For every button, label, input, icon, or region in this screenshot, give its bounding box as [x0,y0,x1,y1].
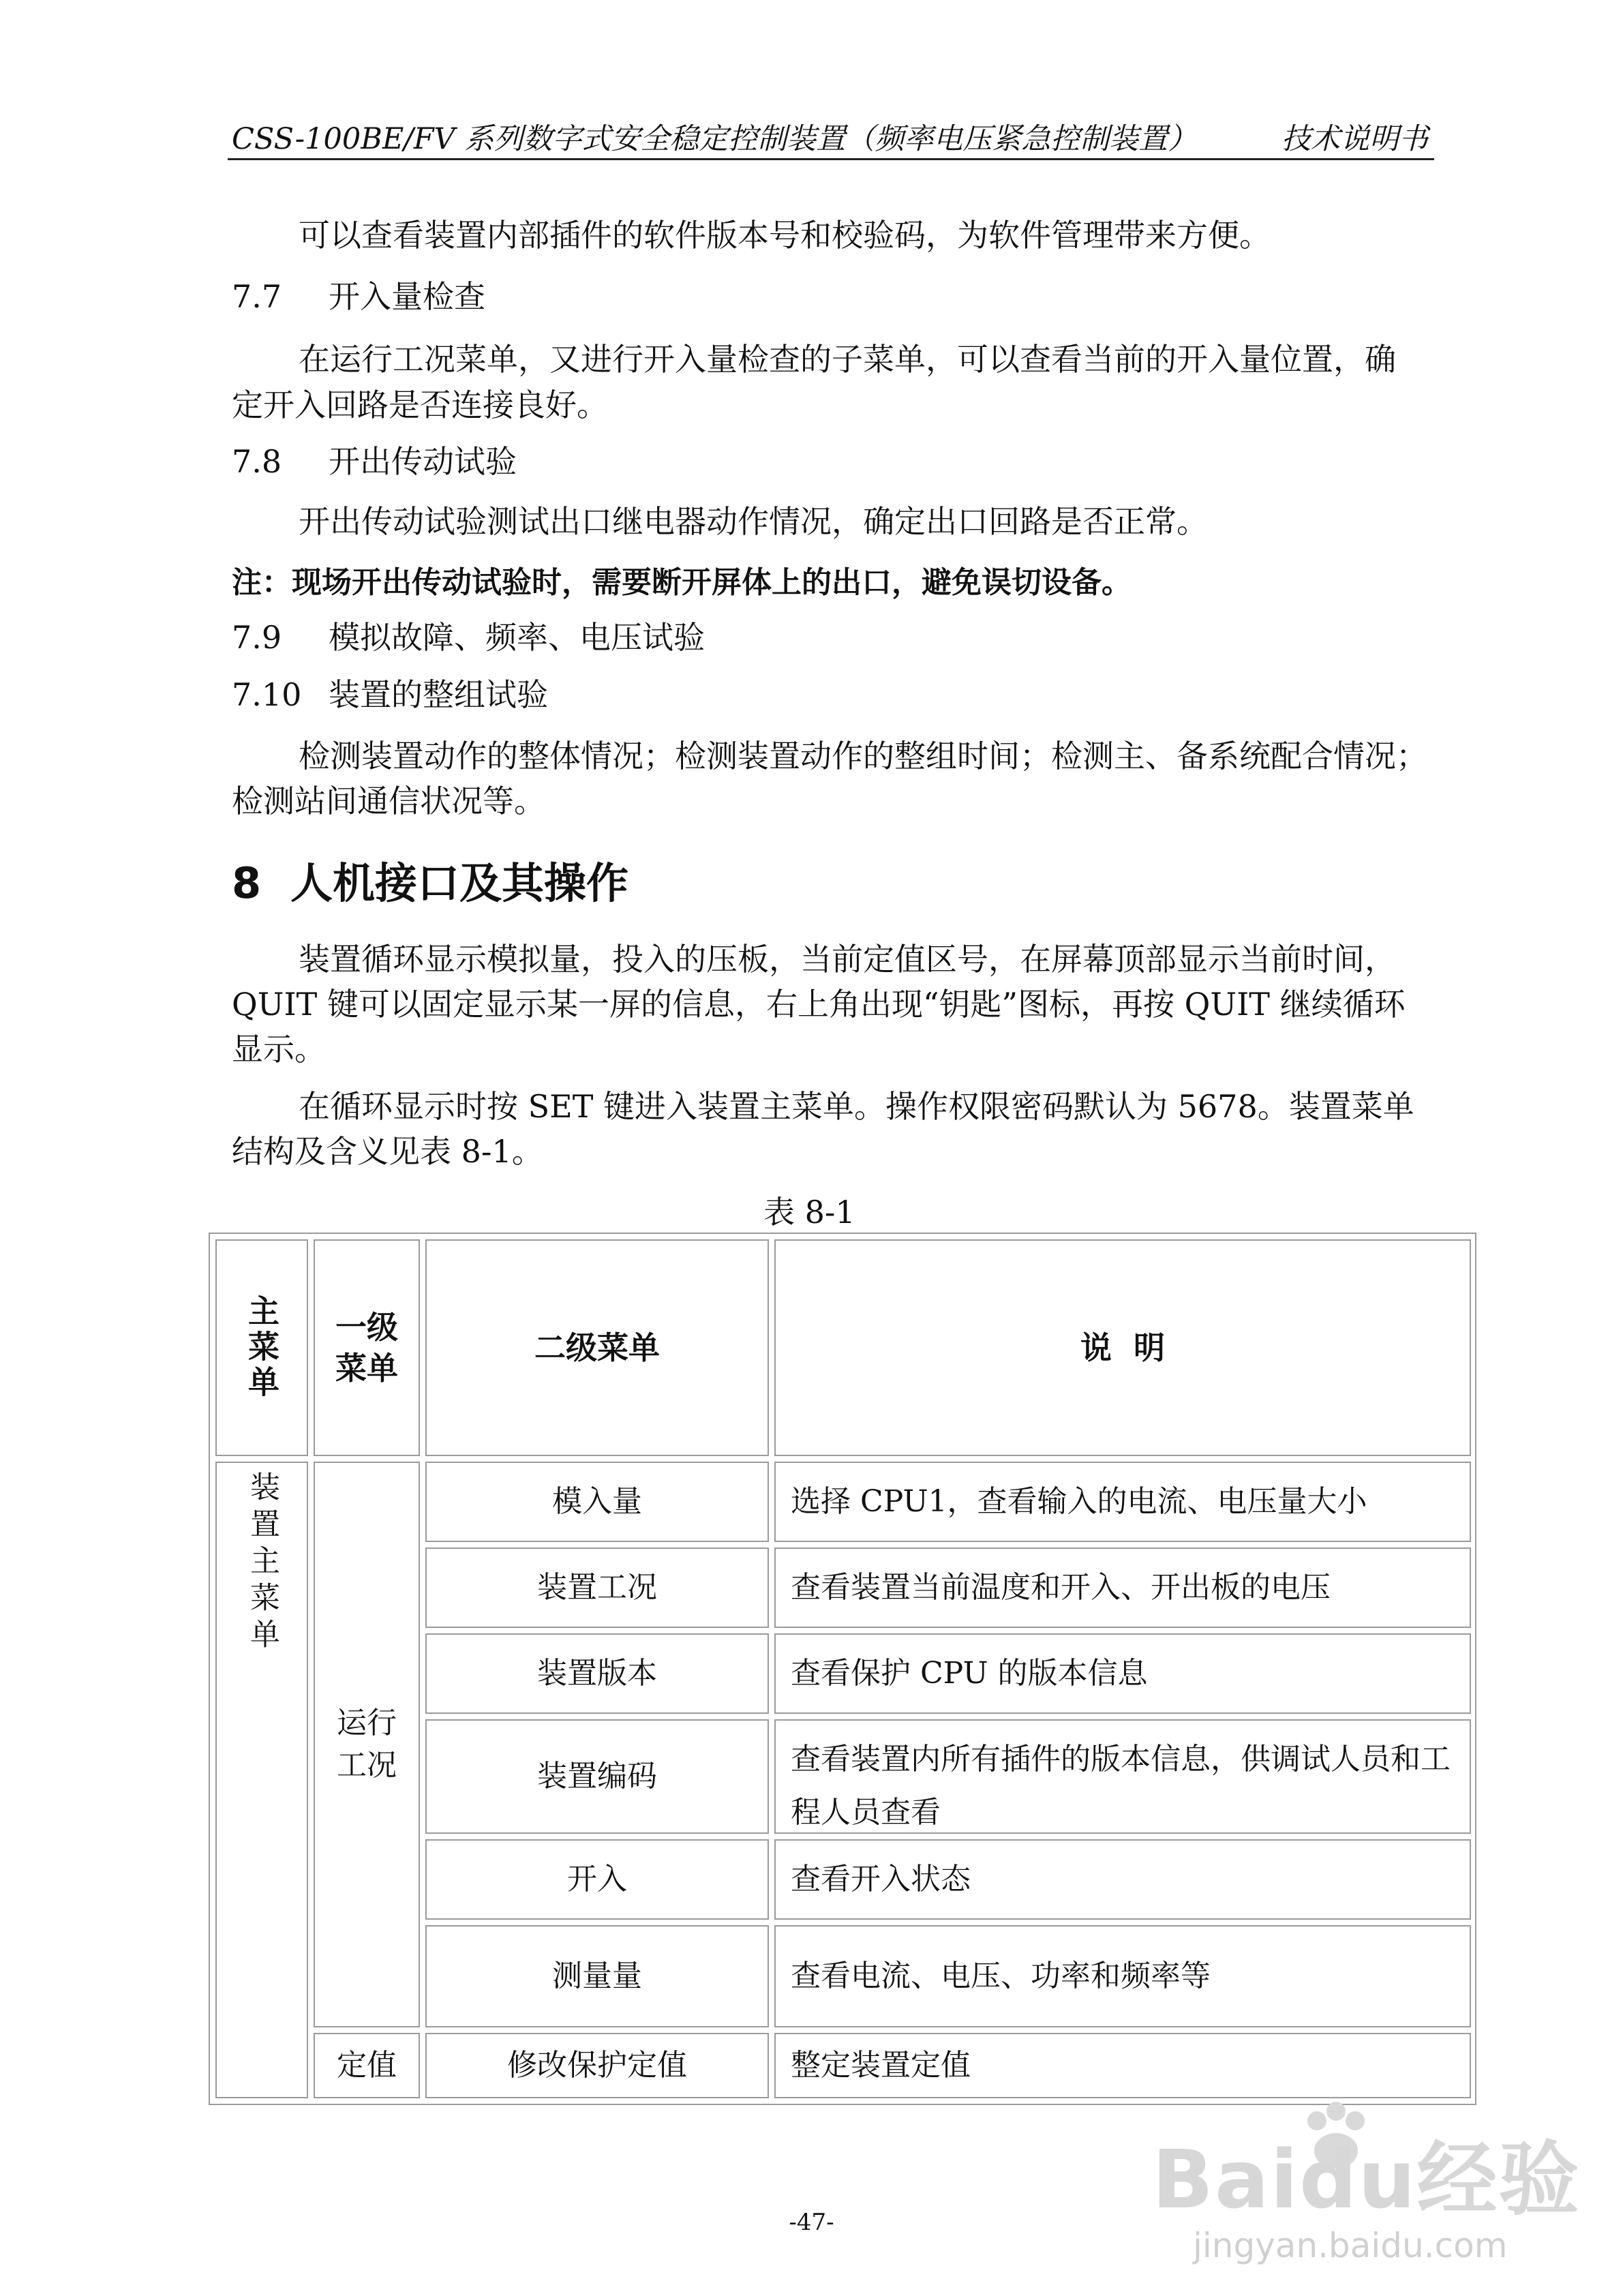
table-header-level1 [314,1239,420,1456]
table-row-level2 [425,1547,769,1628]
table-header-main-menu [215,1239,308,1456]
section-7-7-line-1: 在运行工况菜单，又进行开入量检查的子菜单，可以查看当前的开入量位置，确 [299,341,1396,378]
table-row-description [774,1719,1471,1834]
section-7-10-line-2: 检测站间通信状况等。 [232,783,545,819]
table-row-description [774,1462,1471,1542]
description-text-line-1: 查看装置内所有插件的版本信息，供调试人员和工 [791,1742,1451,1777]
section-number: 7.8 [232,443,282,480]
chapter-8-para-b-line-1: 在循环显示时按 SET 键进入装置主菜单。操作权限密码默认为 5678。装置菜单 [299,1088,1414,1125]
section-title: 模拟故障、频率、电压试验 [329,619,705,656]
level2-label: 装置工况 [537,1570,657,1605]
chapter-title: 人机接口及其操作 [290,858,629,908]
table-caption: 表 8-1 [763,1194,855,1230]
section-7-10-line-1: 检测装置动作的整体情况；检测装置动作的整组时间；检测主、备系统配合情况； [299,738,1427,774]
section-number: 7.9 [232,619,282,656]
section-7-7-line-2: 定开入回路是否连接良好。 [232,387,608,423]
watermark-brand: Baidu经验 [1152,2132,1581,2226]
section-7-8-heading [232,436,517,487]
table-row-level2 [425,1633,769,1714]
table-row-level2 [425,1462,769,1542]
table-row-level2 [425,1719,769,1834]
level2-label: 装置版本 [537,1656,657,1691]
table-row-level2 [425,1925,769,2027]
chapter-number: 8 [232,858,262,908]
chapter-8-para-b-line-2: 结构及含义见表 8-1。 [232,1133,543,1170]
intro-paragraph: 可以查看装置内部插件的软件版本号和校验码，为软件管理带来方便。 [299,217,1271,254]
watermark-url: jingyan.baidu.com [1193,2226,1508,2265]
description-text: 查看开入状态 [791,1862,971,1897]
header-rule [228,158,1434,160]
table-row-level2 [425,1839,769,1920]
table-header-level2 [425,1239,769,1456]
chapter-8-heading [232,849,628,910]
table-cell-level1-settings [314,2033,420,2098]
header-text: 主菜单 [243,1295,280,1401]
header-text: 二级菜单 [534,1329,660,1366]
section-7-8-paragraph: 开出传动试验测试出口继电器动作情况，确定出口回路是否正常。 [299,503,1208,540]
level2-label: 修改保护定值 [507,2048,687,2083]
table-cell-level1-running [314,1462,420,2027]
page-number: -47- [789,2209,834,2236]
description-text: 查看装置当前温度和开入、开出板的电压 [791,1570,1331,1605]
description-text: 查看保护 CPU 的版本信息 [791,1656,1148,1691]
table-row-description [774,1839,1471,1920]
section-title: 开出传动试验 [329,443,517,480]
table-cell-main-menu [215,1462,308,2098]
description-text: 整定装置定值 [791,2048,971,2083]
section-title: 装置的整组试验 [329,676,548,713]
header-doc-type: 技术说明书 [1281,122,1428,156]
section-number: 7.7 [232,278,282,315]
level2-label: 装置编码 [537,1759,657,1794]
description-text: 查看电流、电压、功率和频率等 [791,1959,1211,1993]
level1-label: 运行工况 [337,1706,397,1783]
header-text: 一级菜单 [335,1309,398,1387]
level2-label: 测量量 [552,1959,642,1993]
table-header-description [774,1239,1471,1456]
warning-note: 注：现场开出传动试验时，需要断开屏体上的出口，避免误切设备。 [232,565,1132,600]
chapter-8-para-a-line-1: 装置循环显示模拟量，投入的压板，当前定值区号，在屏幕顶部显示当前时间， [299,941,1396,978]
table-row-description [774,1547,1471,1628]
section-title: 开入量检查 [329,278,485,315]
menu-structure-table [209,1233,1476,2105]
table-row-description [774,1925,1471,2027]
section-7-10-heading [232,669,548,720]
section-7-7-heading [232,271,485,322]
table-row-description [774,1633,1471,1714]
header-title: CSS-100BE/FV 系列数字式安全稳定控制装置（频率电压紧急控制装置） [232,122,1198,156]
level2-label: 模入量 [552,1484,642,1519]
chapter-8-para-a-line-2: QUIT 键可以固定显示某一屏的信息，右上角出现“钥匙”图标，再按 QUIT 继续循环 [232,986,1406,1023]
table-row-level2 [425,2033,769,2098]
table-row-description [774,2033,1471,2098]
section-7-9-heading [232,612,705,663]
section-number: 7.10 [232,676,302,713]
main-menu-label: 装置主菜单 [245,1471,279,1655]
description-text: 选择 CPU1，查看输入的电流、电压量大小 [791,1484,1367,1519]
level1-label: 定值 [337,2048,397,2083]
description-text-line-2: 程人员查看 [791,1795,941,1830]
header-text: 说 明 [1080,1329,1166,1366]
level2-label: 开入 [567,1862,627,1897]
chapter-8-para-a-line-3: 显示。 [232,1031,326,1068]
